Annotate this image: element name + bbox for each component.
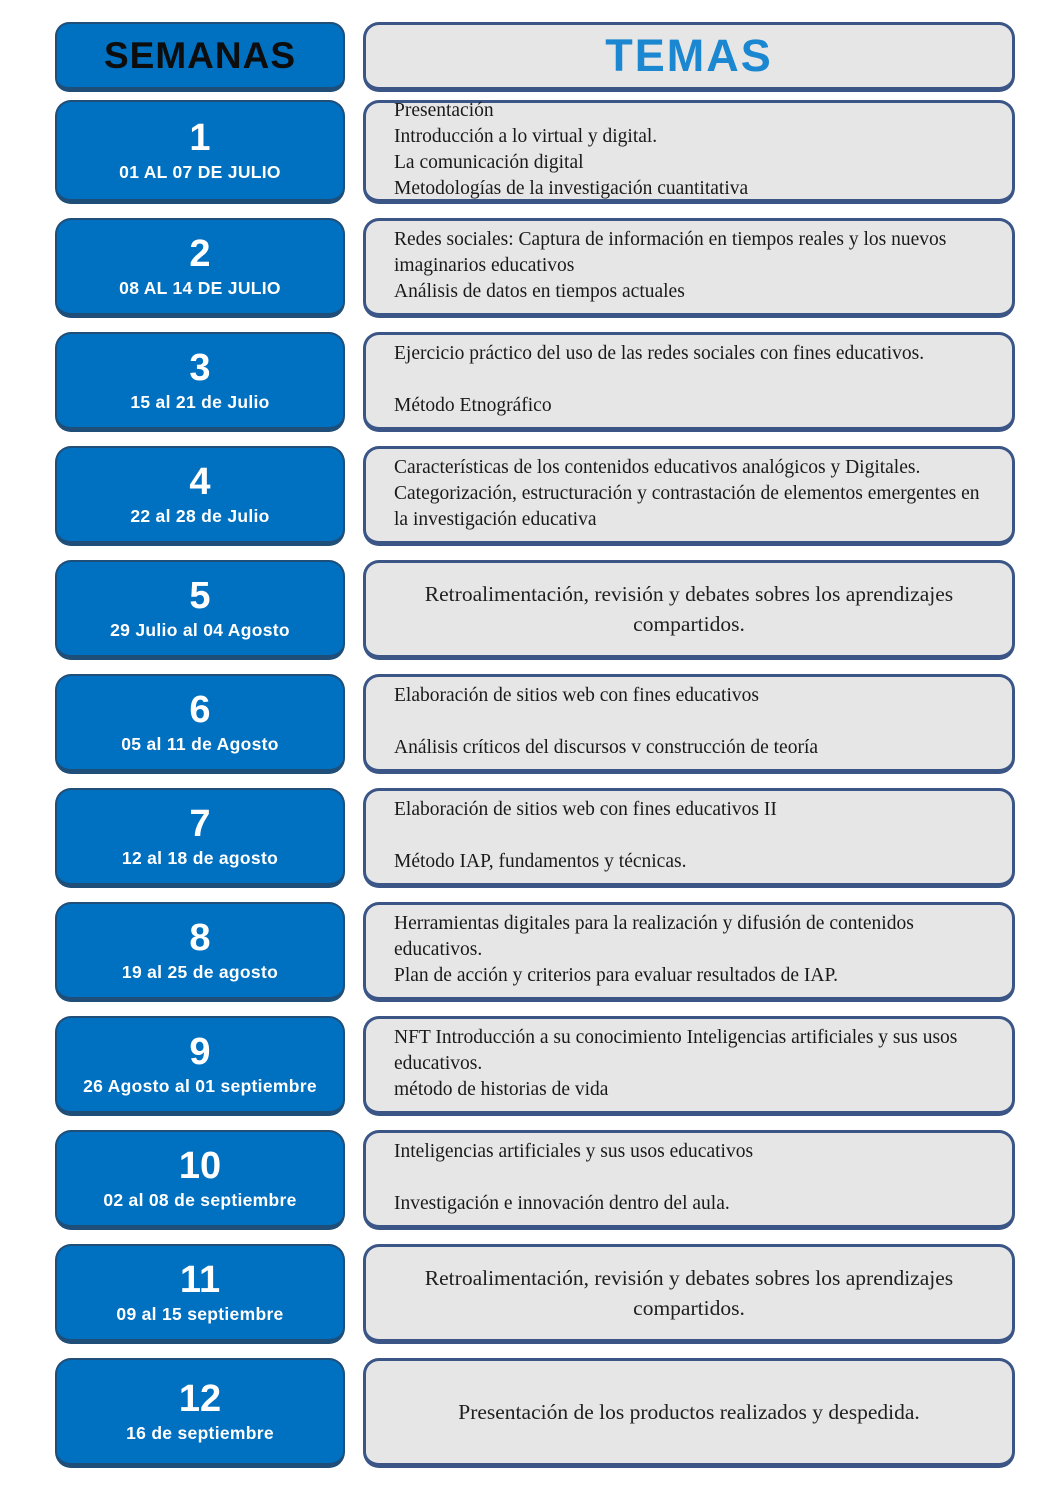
week-dates: 29 Julio al 04 Agosto bbox=[110, 619, 290, 640]
week-number: 6 bbox=[189, 688, 211, 731]
week-box bbox=[55, 674, 345, 774]
topic-line: La comunicación digital bbox=[394, 152, 584, 173]
week-box bbox=[55, 1244, 345, 1344]
week-dates: 09 al 15 septiembre bbox=[116, 1303, 284, 1324]
week-dates: 01 AL 07 DE JULIO bbox=[119, 161, 281, 182]
topic-line: Presentación bbox=[394, 100, 494, 122]
week-dates: 05 al 11 de Agosto bbox=[121, 733, 279, 754]
topic-line: Presentación de los productos realizados y despedida. bbox=[458, 1399, 920, 1424]
topic-box bbox=[363, 100, 1015, 204]
week-dates: 22 al 28 de Julio bbox=[130, 505, 270, 526]
week-number: 3 bbox=[189, 346, 211, 389]
week-box bbox=[55, 1358, 345, 1468]
week-number: 1 bbox=[189, 116, 211, 159]
topic-line: método de historias de vida bbox=[394, 1078, 609, 1100]
week-dates: 15 al 21 de Julio bbox=[130, 391, 270, 412]
topic-line: Investigación e innovación dentro del aula. bbox=[394, 1192, 730, 1214]
week-dates: 19 al 25 de agosto bbox=[121, 961, 279, 982]
schedule-row bbox=[55, 100, 1015, 204]
week-number: 10 bbox=[178, 1144, 222, 1187]
week-number: 4 bbox=[189, 460, 211, 503]
topic-box bbox=[363, 902, 1015, 1002]
week-number: 9 bbox=[189, 1030, 211, 1073]
topic-line: Categorización, estructuración y contrastación de elementos emergentes en la investigación educativa bbox=[394, 483, 980, 530]
topic-line: Redes sociales: Captura de información en tiempos reales y los nuevos imaginarios educativos bbox=[394, 229, 947, 277]
topic-line: Análisis críticos del discursos v construcción de teoría bbox=[394, 736, 819, 758]
schedule-row bbox=[55, 446, 1015, 546]
topic-line bbox=[394, 367, 988, 393]
week-number: 8 bbox=[189, 916, 211, 959]
topic-line bbox=[394, 823, 988, 849]
week-dates: 26 Agosto al 01 septiembre bbox=[83, 1075, 317, 1096]
schedule-row bbox=[55, 332, 1015, 432]
week-dates: 02 al 08 de septiembre bbox=[103, 1189, 297, 1210]
schedule-row bbox=[55, 1016, 1015, 1116]
topic-line: Elaboración de sitios web con fines educativos II bbox=[394, 799, 777, 821]
topic-box bbox=[363, 218, 1015, 318]
schedule-row bbox=[55, 218, 1015, 318]
topic-box bbox=[363, 560, 1015, 660]
header-row bbox=[55, 22, 1015, 92]
week-number: 5 bbox=[189, 574, 211, 617]
week-box bbox=[55, 332, 345, 432]
topic-box bbox=[363, 446, 1015, 546]
topic-line: Características de los contenidos educativos analógicos y Digitales. bbox=[394, 457, 921, 479]
week-box bbox=[55, 560, 345, 660]
schedule-row bbox=[55, 674, 1015, 774]
topic-line: Retroalimentación, revisión y debates sobres los aprendizajes compartidos. bbox=[424, 1265, 954, 1320]
schedule-row bbox=[55, 1358, 1015, 1468]
topic-line: Método Etnográfico bbox=[394, 394, 552, 416]
topic-line: Metodologías de la investigación cuantitativa bbox=[394, 177, 749, 199]
week-dates: 08 AL 14 DE JULIO bbox=[119, 277, 281, 298]
week-dates: 12 al 18 de agosto bbox=[121, 847, 279, 868]
topic-line bbox=[394, 709, 988, 735]
temas-header-cell bbox=[363, 22, 1015, 92]
week-number: 2 bbox=[189, 232, 211, 275]
semanas-title: SEMANAS bbox=[103, 34, 297, 76]
week-number: 12 bbox=[178, 1377, 222, 1420]
topic-line: Retroalimentación, revisión y debates sobres los aprendizajes compartidos. bbox=[424, 581, 954, 636]
topic-line: Ejercicio práctico del uso de las redes sociales con fines educativos. bbox=[394, 343, 925, 365]
week-dates: 16 de septiembre bbox=[126, 1422, 274, 1443]
topic-line: Herramientas digitales para la realización y difusión de contenidos educativos. bbox=[394, 913, 914, 961]
topic-box bbox=[363, 674, 1015, 774]
week-box bbox=[55, 100, 345, 204]
topic-line: NFT Introducción a su conocimiento Inteligencias artificiales y sus usos educativos. bbox=[394, 1027, 958, 1075]
week-box bbox=[55, 446, 345, 546]
topic-line bbox=[394, 1165, 988, 1191]
schedule-row bbox=[55, 560, 1015, 660]
topic-line: Análisis de datos en tiempos actuales bbox=[394, 280, 685, 302]
schedule-row bbox=[55, 788, 1015, 888]
week-box bbox=[55, 1016, 345, 1116]
topic-box bbox=[363, 1016, 1015, 1116]
topic-line: Elaboración de sitios web con fines educativos bbox=[394, 685, 759, 707]
week-box bbox=[55, 902, 345, 1002]
schedule-table bbox=[55, 22, 1015, 1468]
schedule-row bbox=[55, 1130, 1015, 1230]
temas-title: TEMAS bbox=[605, 30, 773, 81]
topic-box bbox=[363, 1358, 1015, 1468]
week-number: 11 bbox=[179, 1258, 221, 1301]
week-box bbox=[55, 218, 345, 318]
topic-box bbox=[363, 1244, 1015, 1344]
schedule-row bbox=[55, 1244, 1015, 1344]
schedule-rows bbox=[55, 100, 1015, 1468]
week-number: 7 bbox=[189, 802, 211, 845]
topic-box bbox=[363, 1130, 1015, 1230]
week-box bbox=[55, 788, 345, 888]
topic-line: Introducción a lo virtual y digital. bbox=[394, 126, 658, 148]
schedule-row bbox=[55, 902, 1015, 1002]
topic-line: Método IAP, fundamentos y técnicas. bbox=[394, 850, 687, 872]
topic-line: Plan de acción y criterios para evaluar resultados de IAP. bbox=[394, 964, 839, 986]
topic-box bbox=[363, 332, 1015, 432]
topic-line: Inteligencias artificiales y sus usos educativos bbox=[394, 1141, 754, 1163]
week-box bbox=[55, 1130, 345, 1230]
semanas-header-cell bbox=[55, 22, 345, 92]
topic-box bbox=[363, 788, 1015, 888]
